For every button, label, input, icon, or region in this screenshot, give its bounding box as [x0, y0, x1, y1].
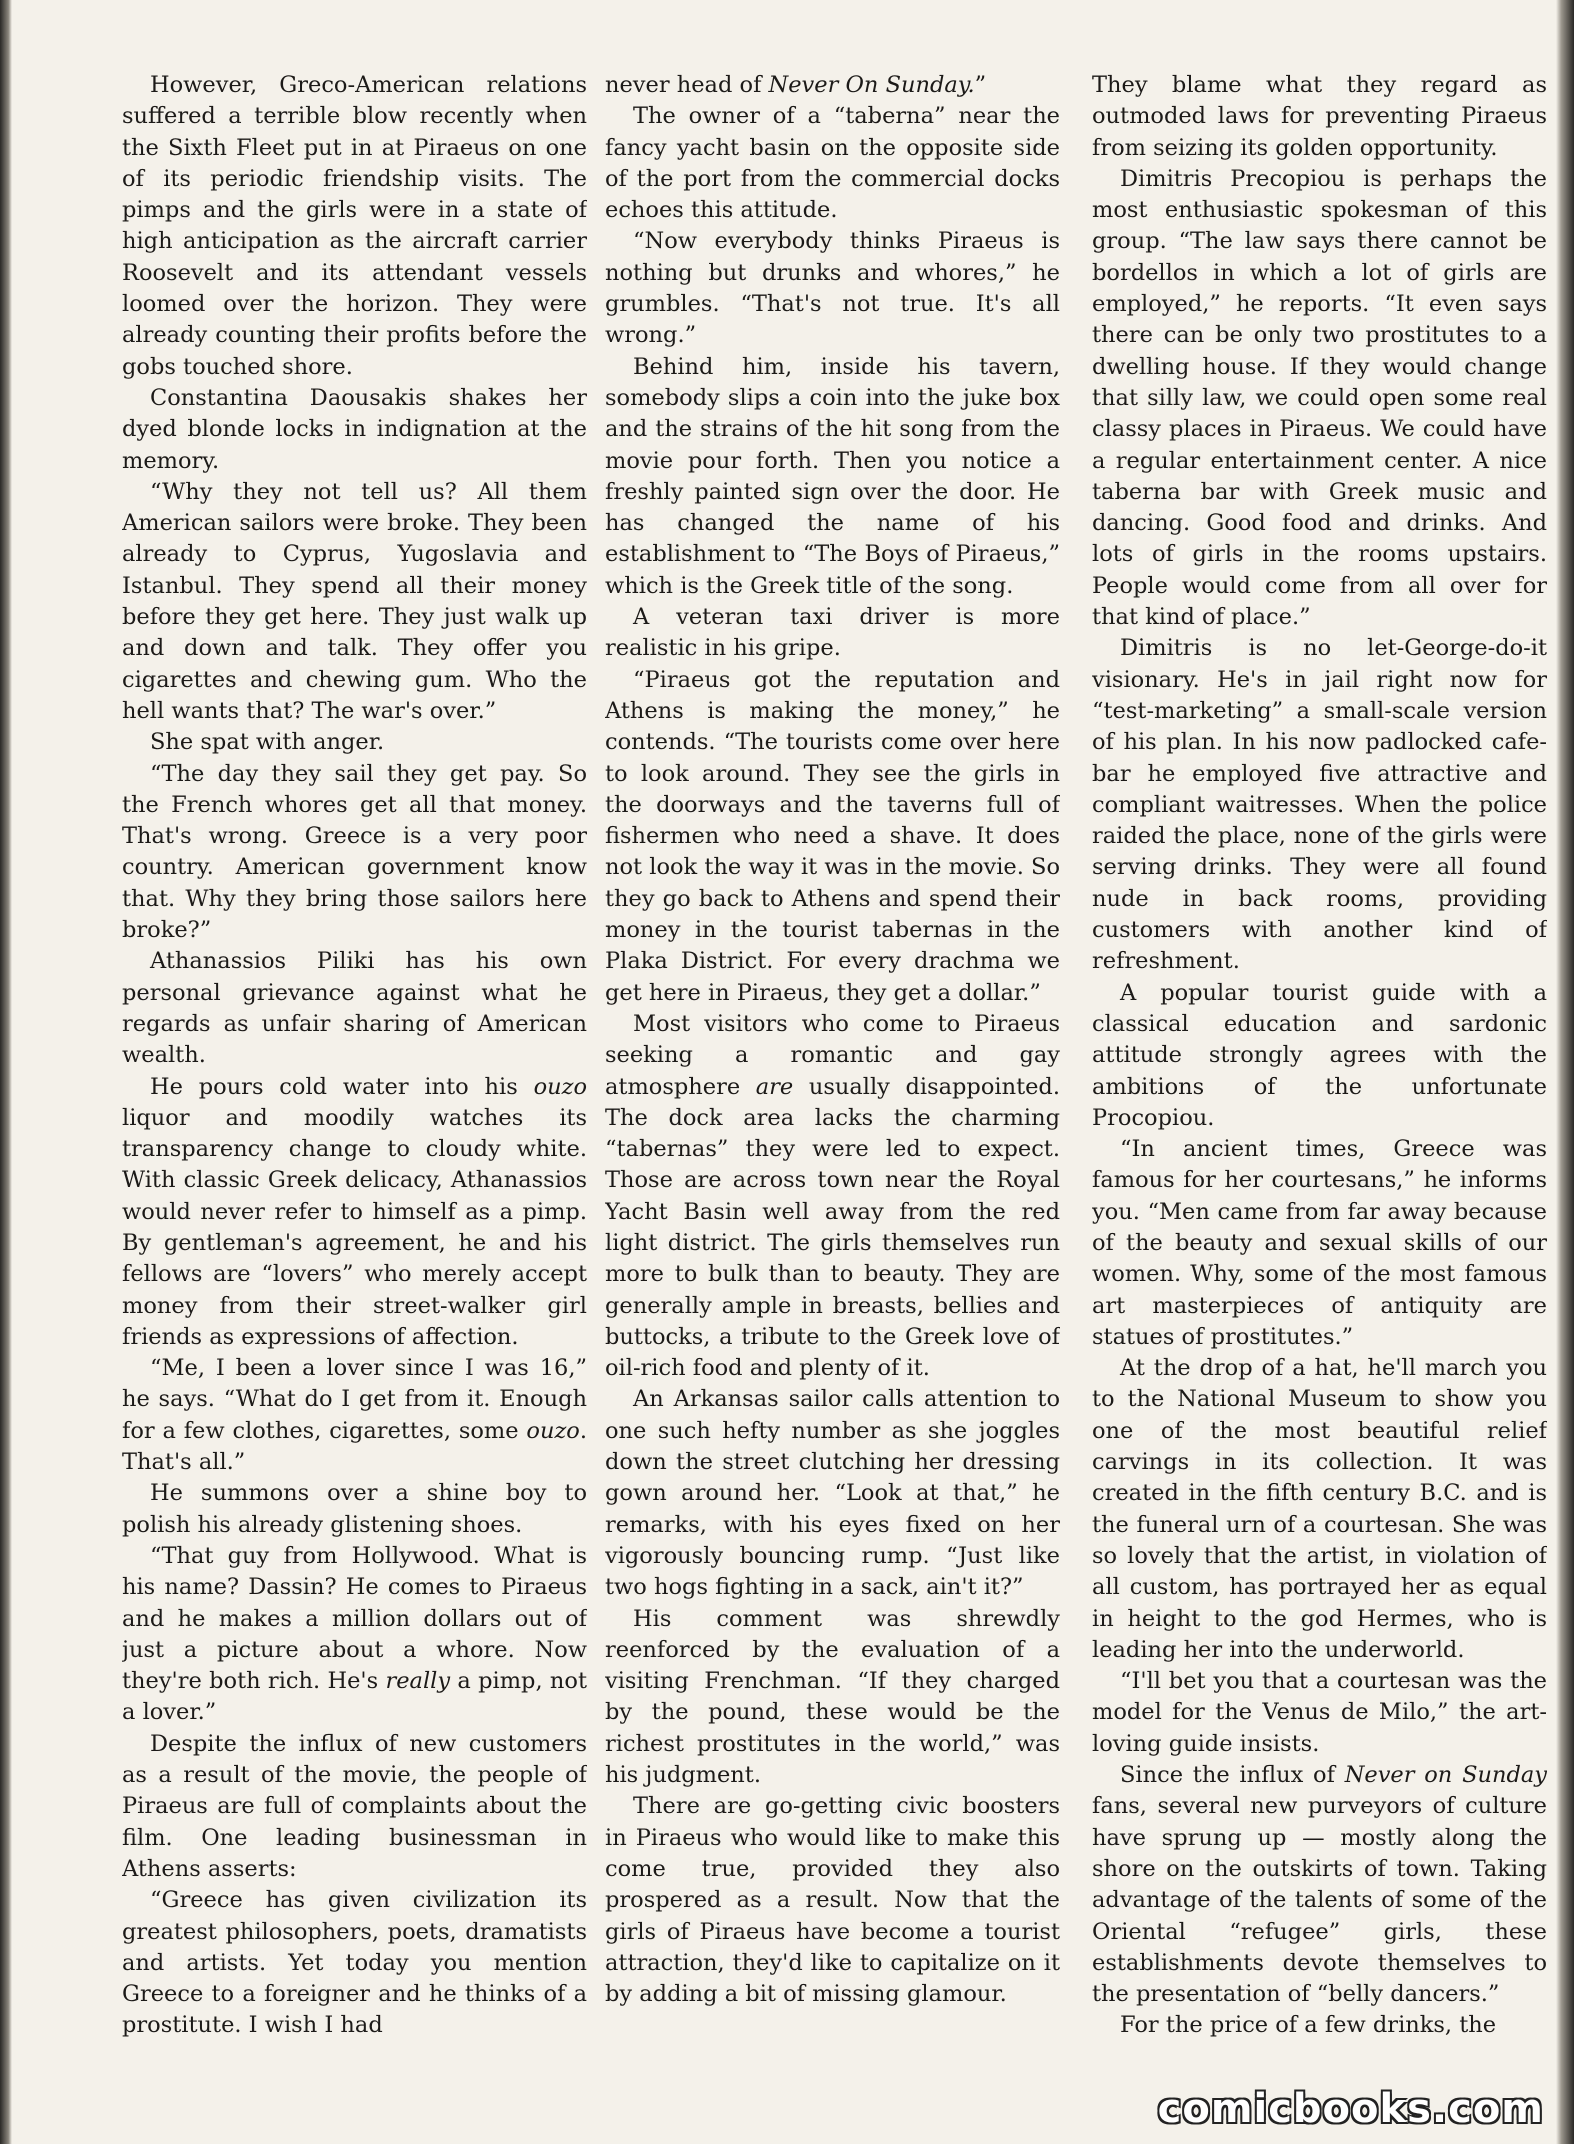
article-paragraph [605, 1384, 1060, 1603]
article-paragraph [605, 1791, 1060, 2010]
article-paragraph [605, 70, 1060, 101]
article-paragraph [1092, 2010, 1547, 2041]
paragraph-text: A popular tourist guide with a classical education and sardonic attitude strongly agrees with the ambitions of the unfortunate Procopiou. [1092, 979, 1547, 1131]
article-paragraph [122, 759, 587, 947]
article-paragraph [122, 1478, 587, 1541]
article-paragraph [1092, 1353, 1547, 1666]
paragraph-text: never head of [605, 72, 769, 98]
italic-text: really [385, 1668, 451, 1695]
paragraph-text: He summons over a shine boy to polish his already glistening shoes. [122, 1480, 587, 1538]
article-paragraph [122, 1541, 587, 1729]
paragraph-text: “Why they not tell us? All them American sailors were broke. They been already to Cyprus, Yugoslavia and Istanbul. They spend all their money before they get here. They just walk up and down and talk. They offer you cigarettes and chewing gum. Who the hell wants that? The war's over.” [122, 478, 587, 724]
paragraph-text: However, Greco-American relations suffered a terrible blow recently when the Sixth Fleet put in at Piraeus on one of its periodic friendship visits. The pimps and the girls were in a state of high anticipation as the aircraft carrier Roosevelt and its attendant vessels loomed over the horizon. They were already counting their profits before the gobs touched shore. [122, 72, 587, 380]
paragraph-text: ” [974, 72, 987, 98]
italic-text: are [755, 1073, 794, 1100]
article-paragraph [122, 1729, 587, 1885]
article-paragraph [122, 1353, 587, 1478]
paragraph-text: His comment was shrewdly reenforced by the evaluation of a visiting Frenchman. “If they charged by the pound, these would be the richest prostitutes in the world,” was his judgment. [605, 1605, 1060, 1789]
paragraph-text: Dimitris Precopiou is perhaps the most enthusiastic spokesman of this group. “The law says there cannot be bordellos in which a lot of girls are employed,” he reports. “It even says there can be only two prostitutes to a dwelling house. If they would change that silly law, we could open some real classy places in Piraeus. We could have a regular entertainment center. A nice taberna bar with Greek music and dancing. Good food and drinks. And lots of girls in the rooms upstairs. People would come from all over for that kind of place.” [1092, 165, 1547, 631]
italic-text: ouzo [526, 1417, 580, 1444]
paragraph-text: An Arkansas sailor calls attention to one such hefty number as she joggles down the street clutching her dressing gown around her. “Look at that,” he remarks, with his eyes fixed on her vigorously bouncing rump. “Just like two hogs fighting in a sack, ain't it?” [605, 1386, 1060, 1601]
paragraph-text: Constantina Daousakis shakes her dyed blonde locks in indignation at the memory. [122, 384, 587, 474]
article-paragraph [1092, 1760, 1547, 2010]
article-paragraph [605, 1604, 1060, 1792]
article-paragraph [122, 1072, 587, 1354]
paragraph-text: There are go-getting civic boosters in Piraeus who would like to make this come true, provided they also prospered as a result. Now that the girls of Piraeus have become a tourist attraction, they'd like to capitalize on it by adding a bit of missing glamour. [605, 1793, 1060, 2008]
column-2 [605, 70, 1060, 2110]
paragraph-text: They blame what they regard as outmoded laws for preventing Piraeus from seizing its golden opportunity. [1092, 72, 1547, 161]
paragraph-text: “Me, I been a lover since I was 16,” he says. “What do I get from it. Enough for a few clothes, cigarettes, some [122, 1355, 587, 1444]
paragraph-text: a pimp, not a lover.” [122, 1668, 587, 1726]
column-1 [122, 70, 587, 2110]
paragraph-text: . That's all.” [122, 1417, 587, 1476]
page-edge-right [1556, 0, 1574, 2144]
article-paragraph [1092, 633, 1547, 977]
page-edge-left [0, 0, 12, 2144]
italic-text: ouzo [533, 1073, 587, 1100]
article-paragraph [605, 101, 1060, 226]
article-paragraph [122, 1885, 587, 2041]
article-paragraph [1092, 1666, 1547, 1760]
paragraph-text: For the price of a few drinks, the [1120, 2012, 1497, 2039]
article-paragraph [1092, 1134, 1547, 1353]
paragraph-text: “Now everybody thinks Piraeus is nothing but drunks and whores,” he grumbles. “That's not true. It's all wrong.” [605, 228, 1060, 349]
paragraph-text: fans, several new purveyors of culture have sprung up — mostly along the shore on the outskirts of town. Taking advantage of the talents of some of the Oriental “refugee” girls, these establishments devote themselves to the presentation of “belly dancers.” [1092, 1793, 1547, 2008]
watermark: comicbooks.com [1157, 2086, 1544, 2132]
article-paragraph [605, 352, 1060, 602]
paragraph-text: “I'll bet you that a courtesan was the model for the Venus de Milo,” the art-loving guide insists. [1092, 1668, 1547, 1757]
italic-text: Never on Sunday [1344, 1762, 1547, 1789]
paragraph-text: Athanassios Piliki has his own personal grievance against what he regards as unfair sharing of American wealth. [122, 948, 587, 1069]
paragraph-text: “The day they sail they get pay. So the French whores get all that money. That's wrong. Greece is a very poor country. American government know that. Why they bring those sailors here broke?” [122, 760, 587, 944]
paragraph-text: “In ancient times, Greece was famous for her courtesans,” he informs you. “Men came from far away because of the beauty and sexual skills of our women. Why, some of the most famous art masterpieces of antiquity are statues of prostitutes.” [1092, 1136, 1547, 1350]
article-paragraph [1092, 978, 1547, 1134]
article-paragraph [1092, 164, 1547, 633]
paragraph-text: “That guy from Hollywood. What is his name? Dassin? He comes to Piraeus and he makes a million dollars out of just a picture about a whore. Now they're both rich. He's [122, 1542, 587, 1695]
article-paragraph [122, 477, 587, 727]
paragraph-text: “Greece has given civilization its greatest philosophers, poets, dramatists and artists. Yet today you mention Greece to a foreigner and he thinks of a prostitute. I wish I had [122, 1887, 587, 2039]
paragraph-text: Dimitris is no let-George-do-it visionary. He's in jail right now for “test-marketing” a small-scale version of his plan. In his now padlocked cafe-bar he employed five attractive and compliant waitresses. When the police raided the place, none of the girls were serving drinks. They were all found nude in back rooms, providing customers with another kind of refreshment. [1092, 635, 1547, 975]
article-paragraph [605, 1009, 1060, 1385]
article-paragraph [122, 946, 587, 1071]
italic-text: Never On Sunday. [768, 72, 975, 98]
paragraph-text: Behind him, inside his tavern, somebody slips a coin into the juke box and the strains of the hit song from the movie pour forth. Then you notice a freshly painted sign over the door. He has changed the name of his establishment to “The Boys of Piraeus,” which is the Greek title of the song. [605, 353, 1060, 599]
paragraph-text: He pours cold water into his [150, 1073, 534, 1100]
article-paragraph [605, 665, 1060, 1009]
article-paragraph [122, 383, 587, 477]
article-paragraph [122, 70, 587, 383]
article-paragraph [1092, 70, 1547, 164]
paragraph-text: At the drop of a hat, he'll march you to the National Museum to show you one of the most beautiful relief carvings in its collection. It was created in the fifth century B.C. and is the funeral urn of a courtesan. She was so lovely that the artist, in violation of all custom, has portrayed her as equal in height to the god Hermes, who is leading her into the underworld. [1092, 1355, 1547, 1663]
paragraph-text: The owner of a “taberna” near the fancy yacht basin on the opposite side of the port from the commercial docks echoes this attitude. [605, 103, 1060, 224]
article-paragraph [122, 727, 587, 758]
paragraph-text: Despite the influx of new customers as a result of the movie, the people of Piraeus are full of complaints about the film. One leading businessman in Athens asserts: [122, 1730, 587, 1882]
article-paragraph [605, 602, 1060, 665]
paragraph-text: A veteran taxi driver is more realistic in his gripe. [605, 604, 1060, 662]
paragraph-text: She spat with anger. [150, 729, 385, 756]
paragraph-text: Since the influx of [1120, 1762, 1345, 1789]
paragraph-text: liquor and moodily watches its transparency change to cloudy white. With classic Greek delicacy, Athanassios would never refer to himself as a pimp. By gentleman's agreement, he and his fellows are “lovers” who merely accept money from their street-walker girl friends as expressions of affection. [122, 1104, 587, 1350]
paragraph-text: Most visitors who come to Piraeus seeking a romantic and gay atmosphere [605, 1010, 1060, 1100]
paragraph-text: usually disappointed. The dock area lacks the charming “tabernas” they were led to expect. Those are across town near the Royal Yacht Basin well away from the red light district. The girls themselves run more to bulk than to beauty. They are generally ample in breasts, bellies and buttocks, a tribute to the Greek love of oil-rich food and plenty of it. [605, 1073, 1060, 1382]
article-paragraph [605, 226, 1060, 351]
paragraph-text: “Piraeus got the reputation and Athens is making the money,” he contends. “The tourists come over here to look around. They see the girls in the doorways and the taverns full of fishermen who need a shave. It does not look the way it was in the movie. So they go back to Athens and spend their money in the tourist tabernas in the Plaka District. For every drachma we get here in Piraeus, they get a dollar.” [605, 666, 1060, 1006]
column-3 [1092, 70, 1547, 2110]
